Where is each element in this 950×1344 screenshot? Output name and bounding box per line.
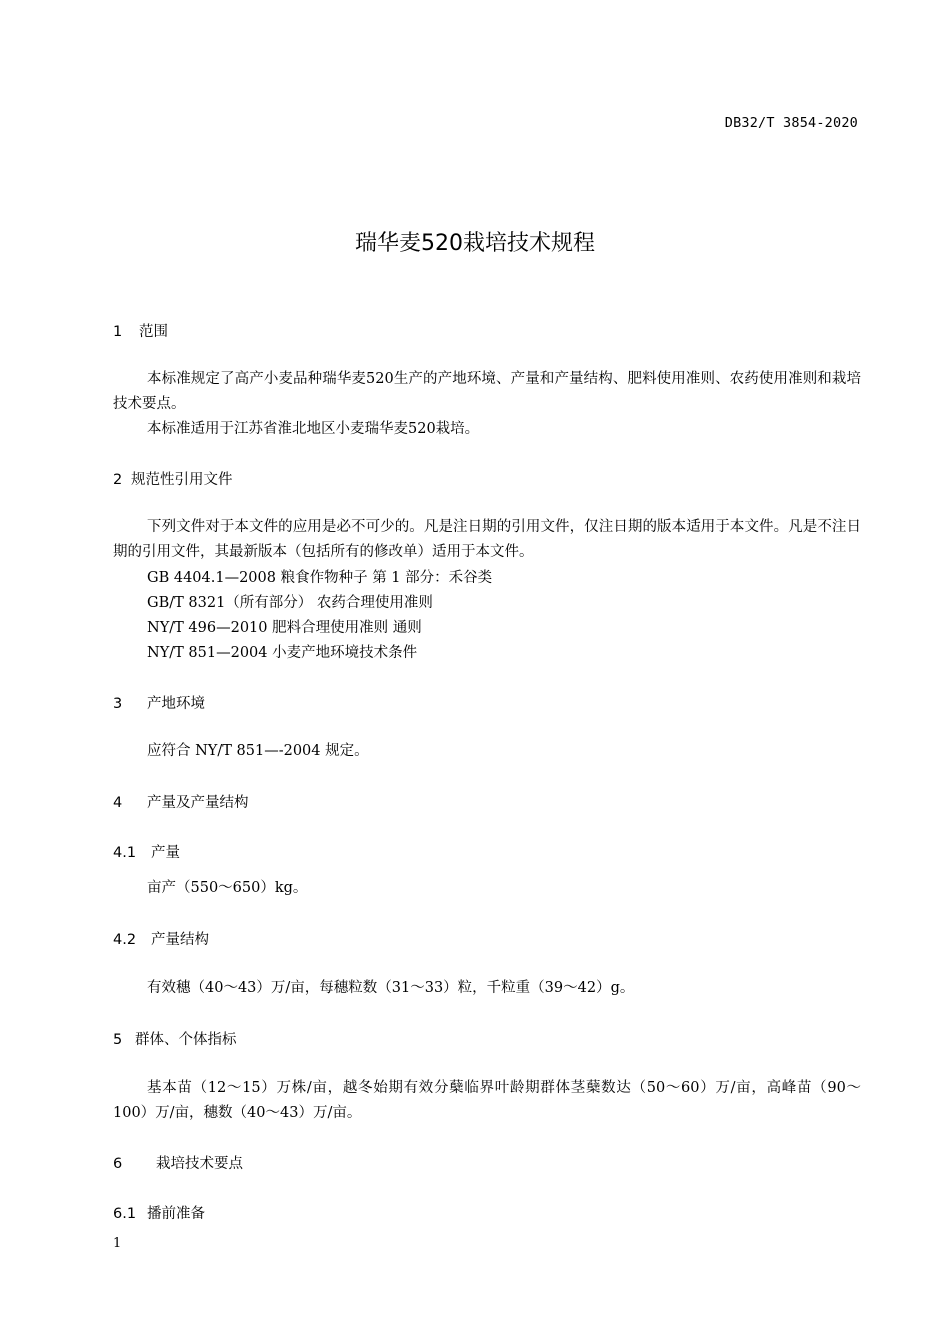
section-title: 播前准备 (147, 1206, 205, 1222)
section-number: 2 (113, 472, 123, 488)
section-heading-2 (113, 468, 233, 489)
section-title: 群体、个体指标 (135, 1032, 237, 1048)
section-heading-6-1 (113, 1202, 205, 1223)
paragraph-scope-2: 本标准适用于江苏省淮北地区小麦瑞华麦520栽培。 (147, 421, 480, 437)
section-heading-5 (113, 1028, 237, 1049)
section-heading-4-2 (113, 928, 209, 949)
section-number: 3 (113, 696, 123, 712)
paragraph-environment: 应符合 NY/T 851—-2004 规定。 (147, 743, 369, 759)
section-title: 范围 (139, 324, 168, 340)
section-number: 4.1 (113, 845, 137, 861)
section-title: 产量结构 (151, 932, 209, 948)
reference-item: NY/T 851—2004 小麦产地环境技术条件 (147, 645, 418, 661)
paragraph-yield: 亩产（550～650）kg。 (147, 880, 308, 896)
reference-item: GB/T 8321（所有部分） 农药合理使用准则 (147, 595, 433, 611)
page-title: 瑞华麦520栽培技术规程 (355, 231, 595, 256)
section-heading-3 (113, 692, 205, 713)
section-number: 4.2 (113, 932, 137, 948)
section-number: 4 (113, 795, 123, 811)
section-heading-4-1 (113, 841, 180, 862)
paragraph-normative-refs: 下列文件对于本文件的应用是必不可少的。凡是注日期的引用文件，仅注日期的版本适用于本文件。凡是不注日期的引用文件，其最新版本（包括所有的修改单）适用于本文件。 (113, 519, 861, 560)
section-number: 1 (113, 324, 123, 340)
section-number: 5 (113, 1032, 123, 1048)
section-heading-4 (113, 791, 249, 812)
section-number: 6 (113, 1156, 123, 1172)
section-title: 产地环境 (147, 696, 205, 712)
reference-item: NY/T 496—2010 肥料合理使用准则 通则 (147, 620, 422, 636)
section-title: 规范性引用文件 (131, 472, 233, 488)
paragraph-yield-structure: 有效穗（40～43）万/亩，每穗粒数（31～33）粒，千粒重（39～42）g。 (147, 980, 635, 996)
section-heading-6 (113, 1152, 243, 1173)
page-number: 1 (113, 1236, 122, 1251)
paragraph-scope-1: 本标准规定了高产小麦品种瑞华麦520生产的产地环境、产量和产量结构、肥料使用准则、农药使用准则和栽培技术要点。 (113, 371, 861, 412)
reference-item: GB 4404.1—2008 粮食作物种子 第 1 部分：禾谷类 (147, 570, 493, 586)
paragraph-population: 基本苗（12～15）万株/亩，越冬始期有效分蘖临界叶龄期群体茎蘖数达（50～60）万/亩，高峰苗（90～100）万/亩，穗数（40～43）万/亩。 (113, 1080, 861, 1121)
section-title: 栽培技术要点 (156, 1156, 243, 1172)
document-code: DB32/T 3854-2020 (724, 115, 858, 131)
section-title: 产量及产量结构 (147, 795, 249, 811)
section-heading-1 (113, 320, 168, 341)
section-number: 6.1 (113, 1206, 137, 1222)
section-title: 产量 (151, 845, 180, 861)
